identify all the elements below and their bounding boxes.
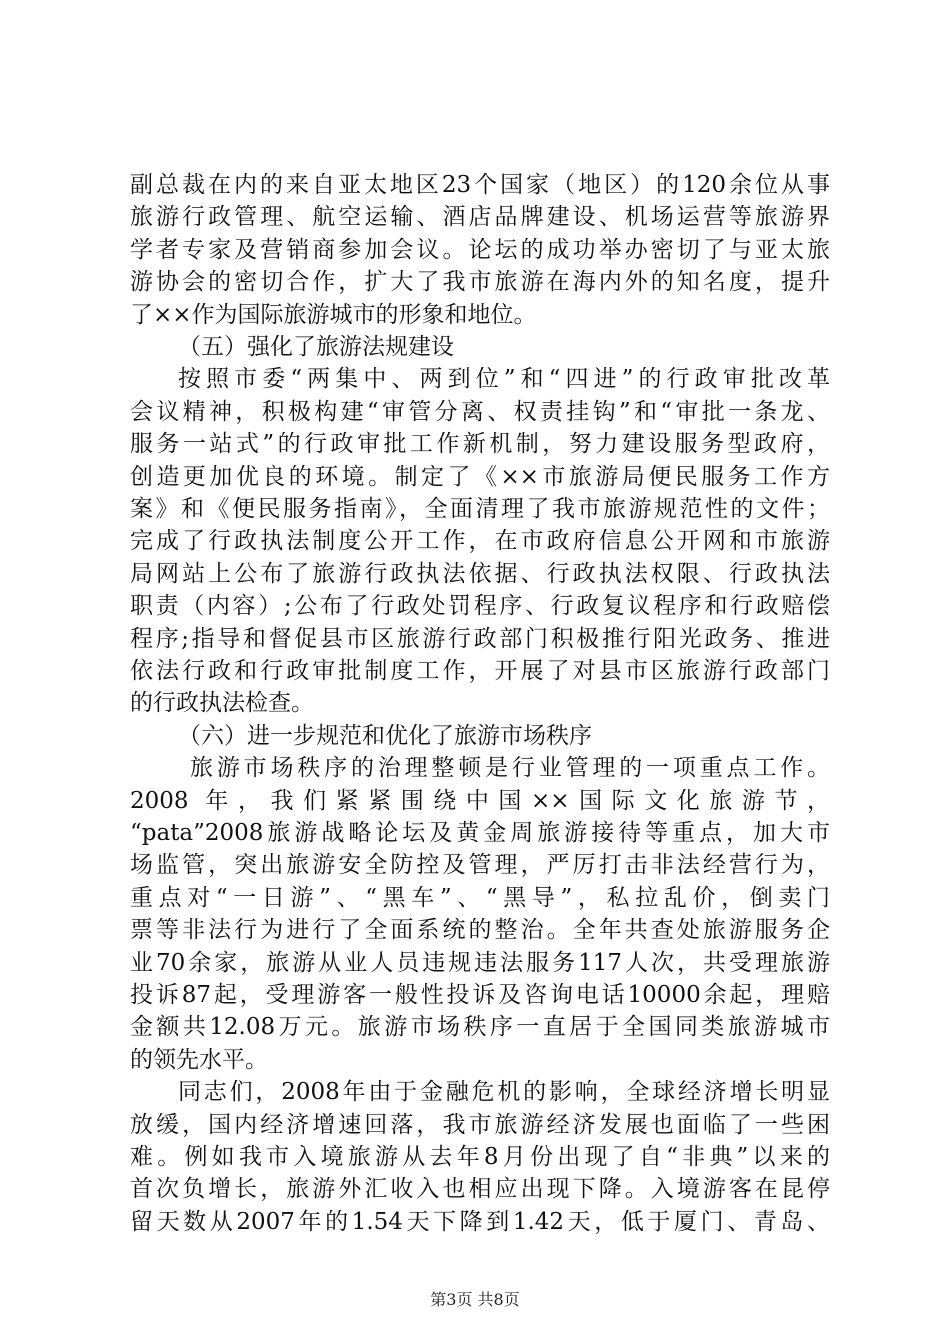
body-line: “pata”2008旅游战略论坛及黄金周旅游接待等重点，加大市 <box>130 820 830 846</box>
body-line: 旅游市场秩序的治理整顿是行业管理的一项重点工作。 <box>190 755 830 781</box>
body-line: 完成了行政执法制度公开工作，在市政府信息公开网和市旅游 <box>130 528 830 554</box>
body-line: 按照市委“两集中、两到位”和“四进”的行政审批改革 <box>178 366 830 392</box>
section-heading: （六）进一步规范和优化了旅游市场秩序 <box>178 723 592 749</box>
body-line: 金额共12.08万元。旅游市场秩序一直居于全国同类旅游城市 <box>130 1014 830 1040</box>
body-line: 放缓，国内经济增速回落，我市旅游经济发展也面临了一些困 <box>130 1112 830 1138</box>
body-line: 职责（内容）;公布了行政处罚程序、行政复议程序和行政赔偿 <box>130 593 830 619</box>
body-line: 游协会的密切合作，扩大了我市旅游在海内外的知名度，提升 <box>130 269 830 295</box>
body-line: 首次负增长，旅游外汇收入也相应出现下降。入境游客在昆停 <box>130 1176 830 1202</box>
page-footer: 第3页 共8页 <box>430 1290 520 1309</box>
body-line: 程序;指导和督促县市区旅游行政部门积极推行阳光政务、推进 <box>130 626 830 652</box>
body-line: 投诉87起，受理游客一般性投诉及咨询电话10000余起，理赔 <box>130 982 830 1008</box>
body-line: 了××作为国际旅游城市的形象和地位。 <box>130 302 537 328</box>
body-line: 的领先水平。 <box>130 1047 268 1073</box>
body-line: 难。例如我市入境旅游从去年8月份出现了自“非典”以来的 <box>130 1144 830 1170</box>
body-line: 局网站上公布了旅游行政执法依据、行政执法权限、行政执法 <box>130 561 830 587</box>
body-line: 业70余家，旅游从业人员违规违法服务117人次，共受理旅游 <box>130 950 830 976</box>
body-line: 2008 年，我们紧紧围绕中国××国际文化旅游节， <box>130 788 830 814</box>
body-line: 学者专家及营销商参加会议。论坛的成功举办密切了与亚太旅 <box>130 237 830 263</box>
body-line: 票等非法行为进行了全面系统的整治。全年共查处旅游服务企 <box>130 917 830 943</box>
body-line: 服务一站式”的行政审批工作新机制，努力建设服务型政府， <box>130 431 830 457</box>
body-line: 重点对“一日游”、“黑车”、“黑导”，私拉乱价，倒卖门 <box>130 885 830 911</box>
body-line: 依法行政和行政审批制度工作，开展了对县市区旅游行政部门 <box>130 658 830 684</box>
body-line: 同志们，2008年由于金融危机的影响，全球经济增长明显 <box>178 1079 830 1105</box>
body-line: 案》和《便民服务指南》，全面清理了我市旅游规范性的文件； <box>130 496 830 522</box>
body-line: 旅游行政管理、航空运输、酒店品牌建设、机场运营等旅游界 <box>130 204 830 230</box>
body-line: 场监管，突出旅游安全防控及管理，严厉打击非法经营行为， <box>130 852 830 878</box>
body-line: 会议精神，积极构建“审管分离、权责挂钩”和“审批一条龙、 <box>130 399 830 425</box>
body-line: 创造更加优良的环境。制定了《××市旅游局便民服务工作方 <box>130 464 830 490</box>
body-line: 留天数从2007年的1.54天下降到1.42天，低于厦门、青岛、 <box>130 1209 830 1235</box>
body-line: 副总裁在内的来自亚太地区23个国家（地区）的120余位从事 <box>130 172 830 198</box>
body-line: 的行政执法检查。 <box>130 690 314 716</box>
section-heading: （五）强化了旅游法规建设 <box>178 334 454 360</box>
